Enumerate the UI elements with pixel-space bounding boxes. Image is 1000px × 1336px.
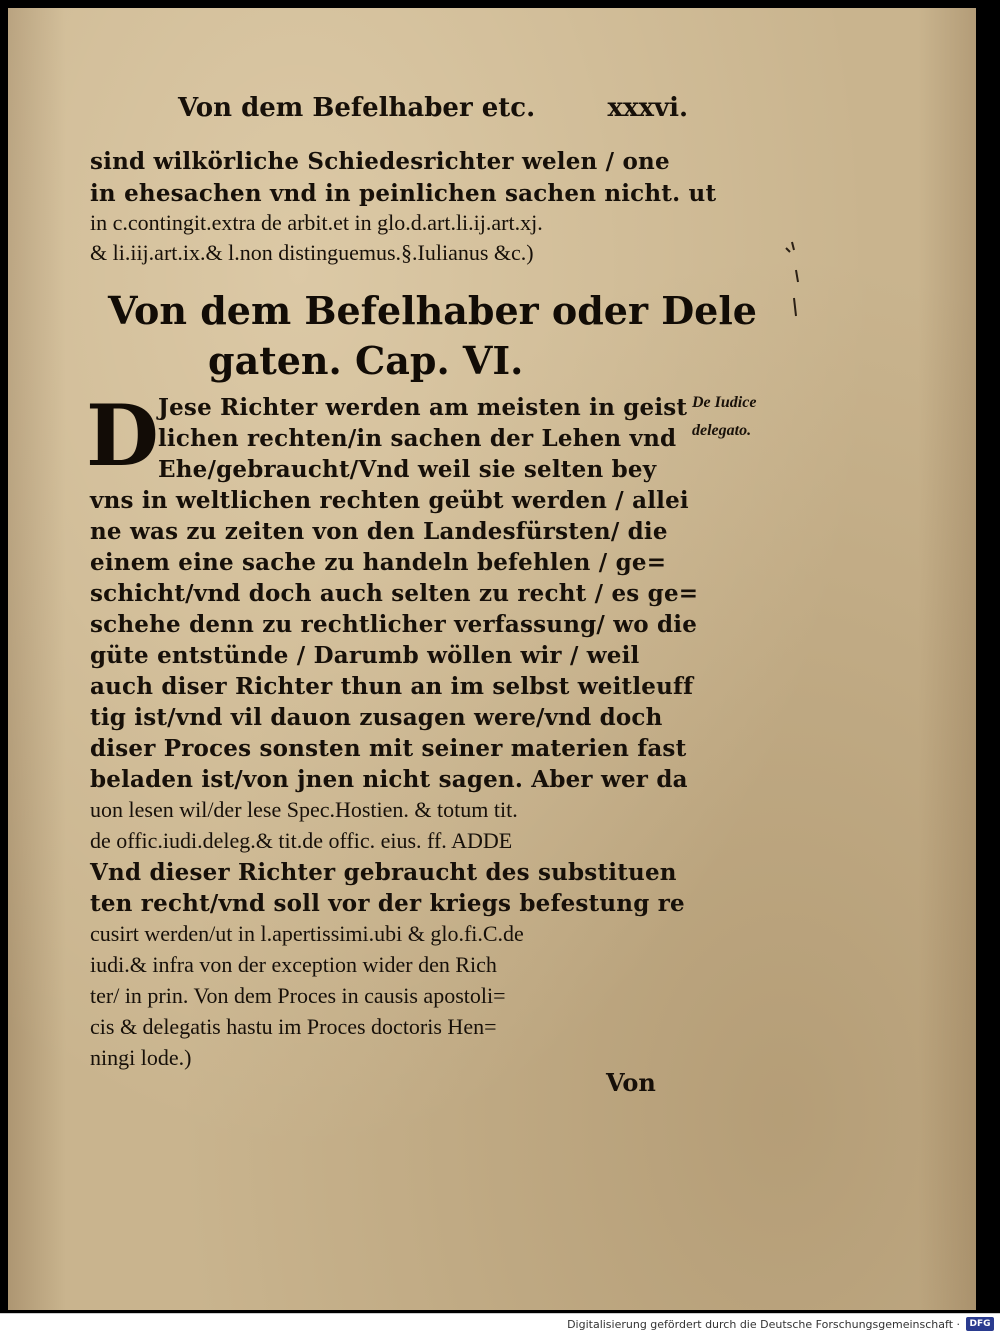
decorated-initial: D (86, 386, 159, 485)
body-line: güte entstünde / Darumb wöllen wir / weil (90, 642, 640, 669)
dfg-logo: DFG (966, 1317, 994, 1331)
body-line: ten recht/vnd soll vor der kriegs befestung re (90, 890, 685, 917)
book-page (8, 8, 976, 1310)
body-line: ningi lode.) (90, 1045, 192, 1070)
running-head (178, 93, 688, 123)
body-line: uon lesen wil/der lese Spec.Hostien. & totum tit. (90, 797, 518, 822)
footer-bar (0, 1313, 1000, 1336)
body-line: ne was zu zeiten von den Landesfürsten/ die (90, 518, 668, 545)
chapter-heading-line1: Von dem Befelhaber oder Dele (108, 288, 757, 333)
intro-line: & li.iij.art.ix.& l.non distinguemus.§.Iulianus &c.) (90, 240, 534, 265)
body-line: iudi.& infra von der exception wider den Rich (90, 952, 497, 977)
body-line: ter/ in prin. Von dem Proces in causis apostoli= (90, 983, 506, 1008)
body-line: diser Proces sonsten mit seiner materien fast (90, 735, 687, 762)
intro-line: in ehesachen vnd in peinlichen sachen nicht. ut (90, 180, 717, 207)
body-line: tig ist/vnd vil dauon zusagen were/vnd doch (90, 704, 663, 731)
chapter-heading-line2: gaten. Cap. VI. (208, 338, 524, 383)
body-line: lichen rechten/in sachen der Lehen vnd (158, 425, 677, 452)
bleed-through-marks-icon (778, 238, 808, 338)
body-line: einem eine sache zu handeln befehlen / ge= (90, 549, 667, 576)
body-line: schicht/vnd doch auch selten zu recht / es ge= (90, 580, 699, 607)
body-line: Jese Richter werden am meisten in geist (158, 394, 688, 421)
margin-note-line1: De Iudice (692, 394, 757, 411)
body-line: Ehe/gebraucht/Vnd weil sie selten bey (158, 456, 657, 483)
body-line: auch diser Richter thun an im selbst weitleuff (90, 673, 694, 700)
intro-line: sind wilkörliche Schiedesrichter welen / one (90, 148, 670, 175)
body-line: beladen ist/von jnen nicht sagen. Aber wer da (90, 766, 688, 793)
funding-notice: Digitalisierung gefördert durch die Deutsche Forschungsgemeinschaft · (567, 1318, 960, 1331)
body-line: schehe denn zu rechtlicher verfassung/ wo die (90, 611, 698, 638)
body-line: vns in weltlichen rechten geübt werden / allei (90, 487, 689, 514)
catchword: Von (606, 1068, 656, 1097)
intro-line: in c.contingit.extra de arbit.et in glo.d.art.li.ij.art.xj. (90, 210, 543, 235)
folio-number: xxxvi. (607, 93, 688, 123)
running-head-title: Von dem Befelhaber etc. (178, 93, 536, 123)
body-line: de offic.iudi.deleg.& tit.de offic. eius. ff. ADDE (90, 828, 513, 853)
body-line: Vnd dieser Richter gebraucht des substituen (90, 859, 677, 886)
body-line: cis & delegatis hastu im Proces doctoris Hen= (90, 1014, 497, 1039)
body-line: cusirt werden/ut in l.apertissimi.ubi & glo.fi.C.de (90, 921, 524, 946)
margin-note-line2: delegato. (692, 422, 752, 439)
